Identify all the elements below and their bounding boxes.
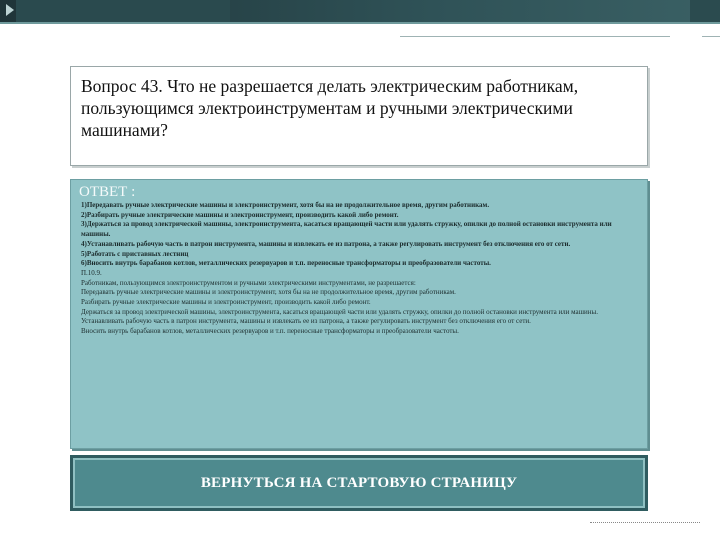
question-text: Вопрос 43. Что не разрешается делать электрическим работникам, пользующимся электроинструментам и ручными электрическими машинами? — [81, 76, 579, 140]
return-to-start-button[interactable] — [70, 455, 648, 511]
answer-line: 5)Работать с приставных лестниц — [81, 249, 189, 258]
answer-line: Работникам, пользующимся электроинструментом и ручными электрическими инструментами, не разрешается: — [81, 278, 416, 287]
top-band-block — [16, 0, 230, 22]
return-button-label: ВЕРНУТЬСЯ НА СТАРТОВУЮ СТРАНИЦУ — [200, 474, 518, 491]
answer-line: 2)Разбирать ручные электрические машины и электроинструмент, производить какой либо ремонт. — [81, 210, 399, 219]
answer-line: 4)Устанавливать рабочую часть в патрон инструмента, машины и извлекать ее из патрона, а также регулировать инструмент без отключения его от сети. — [81, 239, 571, 248]
answer-box — [70, 179, 648, 449]
answer-body — [71, 201, 647, 337]
answer-line: П.10.9. — [81, 268, 102, 277]
question-box — [70, 66, 648, 166]
answer-line: Передавать ручные электрические машины и электроинструмент, хотя бы на не продолжительное время, другим работникам. — [81, 288, 456, 297]
answer-line: Разбирать ручные электрические машины и электроинструмент, производить какой либо ремонт. — [81, 298, 371, 307]
answer-line: 6)Вносить внутрь барабанов котлов, металлических резервуаров и т.п. переносные трансформаторы и преобразователи частоты. — [81, 259, 491, 268]
top-band-corner-block — [690, 0, 720, 22]
answer-line: Устанавливать рабочую часть в патрон инструмента, машины и извлекать ее из патрона, а также регулировать инструмент без отключения его от сети. — [81, 317, 531, 326]
answer-line: 3)Держаться за провод электрической машины, электроинструмента, касаться вращающей части или удалять стружку, опилки до полной остановки инструмента или машины. — [81, 220, 612, 239]
top-decorative-band — [0, 0, 720, 24]
answer-line: Держаться за провод электрической машины, электроинструмента, касаться вращающей части или удалять стружку, опилки до полной остановки инструмента или машины. — [81, 307, 598, 316]
answer-line: Вносить внутрь барабанов котлов, металлических резервуаров и т.п. переносные трансформаторы и преобразователи частоты. — [81, 327, 459, 336]
footnote-text — [590, 519, 700, 523]
top-band-underline — [0, 22, 720, 24]
decorative-rule-short — [702, 36, 720, 37]
answer-heading: ОТВЕТ : — [79, 184, 136, 200]
slide-marker-icon — [6, 4, 14, 16]
decorative-rule — [400, 36, 670, 37]
answer-line: 1)Передавать ручные электрические машины и электроинструмент, хотя бы на не продолжительное время, другим работникам. — [81, 201, 490, 209]
